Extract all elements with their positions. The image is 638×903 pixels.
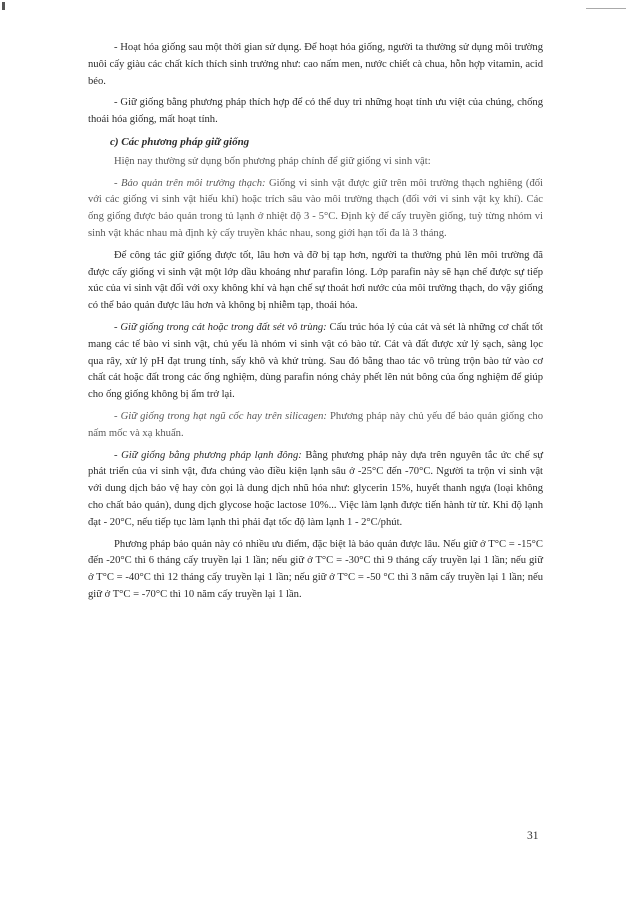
- paragraph-grain-method: [88, 409, 543, 443]
- paragraph-freezing-advantages: Phương pháp bảo quản này có nhiều ưu điểm, đặc biệt là bảo quản được lâu. Nếu giữ ở T°C = -15°C đến -20°C thì 6 tháng cấy truyền lại 1 lần; nếu giữ ở T°C = -30°C thì 9 tháng cấy truyền lại 1 lần; nếu giữ ở T°C = -40°C thì 12 tháng cấy truyền lại 1 lần; nếu giữ ở T°C = -50 °C thì 3 năm cấy truyền lại 1 lần; nếu giữ ở T°C = -70°C thì 10 năm cấy truyền lại 1 lần.: [88, 538, 543, 600]
- paragraph-preservation: - Giữ giống bằng phương pháp thích hợp để có thể duy trì những hoạt tính ưu việt của chúng, chống thoái hóa giống, mất hoạt tính.: [88, 97, 543, 126]
- page-number: 31: [527, 830, 539, 842]
- paragraph-sand-method: [88, 320, 543, 404]
- page-body: [88, 40, 543, 609]
- paragraph-activation: - Hoạt hóa giống sau một thời gian sử dụng. Để hoạt hóa giống, người ta thường sử dụng môi trường nuôi cấy giàu các chất kích thích sinh trưởng như: cao nấm men, nước chiết cà chua, hỗn hợp vitamin, acid béo.: [88, 42, 543, 87]
- method-lead: - Bảo quản trên môi trường thạch:: [114, 177, 266, 189]
- method-text: Phương pháp này chủ yếu để bảo quản giống cho nấm mốc và xạ khuẩn.: [88, 410, 543, 439]
- scan-edge-mark: [2, 2, 5, 10]
- paragraph-freezing-method: [88, 448, 543, 532]
- method-lead: - Giữ giống trong cát hoặc trong đất sét vô trùng:: [114, 321, 327, 333]
- method-text: Giống vi sinh vật được giữ trên môi trường thạch nghiêng (đối với các giống vi sinh vật hiếu khí) hoặc trích sâu vào môi trường thạch (đối với vi sinh vật kỵ khí). Các ống giống được bảo quản trong tủ lạnh ở nhiệt độ 3 - 5°C. Định kỳ để cấy truyền giống, tuỳ từng nhóm vi sinh vật khác nhau mà định kỳ cấy truyền khác nhau, song giới hạn tối đa là 3 tháng.: [88, 177, 543, 239]
- section-heading: c) Các phương pháp giữ giống: [110, 135, 250, 148]
- method-lead: - Giữ giống bằng phương pháp lạnh đông:: [114, 449, 302, 461]
- header-rule: [586, 8, 626, 9]
- paragraph-agar-method: [88, 176, 543, 243]
- paragraph-intro: Hiện nay thường sử dụng bốn phương pháp chính để giữ giống vi sinh vật:: [114, 155, 431, 167]
- paragraph-paraffin: Để công tác giữ giống được tốt, lâu hơn và đỡ bị tạp hơn, người ta thường phủ lên môi trường đã được cấy giống vi sinh vật một lớp dầu khoáng như parafin lỏng. Lớp parafin này sẽ hạn chế được sự tiếp xúc của vi sinh vật đối với oxy không khí và hạn chế sự thoát hơi nước của môi trường thạch, do vậy giống có thể bảo quản được lâu hơn và không bị nhiễm tạp, thoái hóa.: [88, 249, 543, 312]
- method-text: Cấu trúc hóa lý của cát và sét là những cơ chất tốt mang các tế bào vi sinh vật, chủ yếu là nhóm vi sinh vật có bào tử. Cát và đất được xử lý sạch, sàng lọc qua rây, xử lý pH đạt trung tính, sấy khô và khử trùng. Sau đó bằng thao tác vô trùng trộn bào tử vào cơ chất cát hoặc đất trong các ống nghiệm, dùng parafin nóng chảy phết lên nút bông của ống nghiệm để giúp cho ống giống không bị ẩm trở lại.: [88, 321, 544, 401]
- method-lead: - Giữ giống trong hạt ngũ cốc hay trên silicagen:: [114, 410, 327, 422]
- method-text: Bằng phương pháp này dựa trên nguyên tắc ức chế sự phát triển của vi sinh vật, đưa chúng vào điều kiện lạnh sâu ở -25°C đến -70°C. Người ta trộn vi sinh vật với dung dịch bảo vệ hay còn gọi là dung dịch nhũ hóa như: glycerin 15%, huyết thanh ngựa (loại không cho chất bảo quản), dung dịch glycose hoặc lactose 10%... Việc làm lạnh được tiến hành từ từ. Khi độ lạnh đạt - 20°C, nếu tiếp tục làm lạnh thì phải đạt tốc độ làm lạnh 1 - 2°C/phút.: [88, 449, 543, 528]
